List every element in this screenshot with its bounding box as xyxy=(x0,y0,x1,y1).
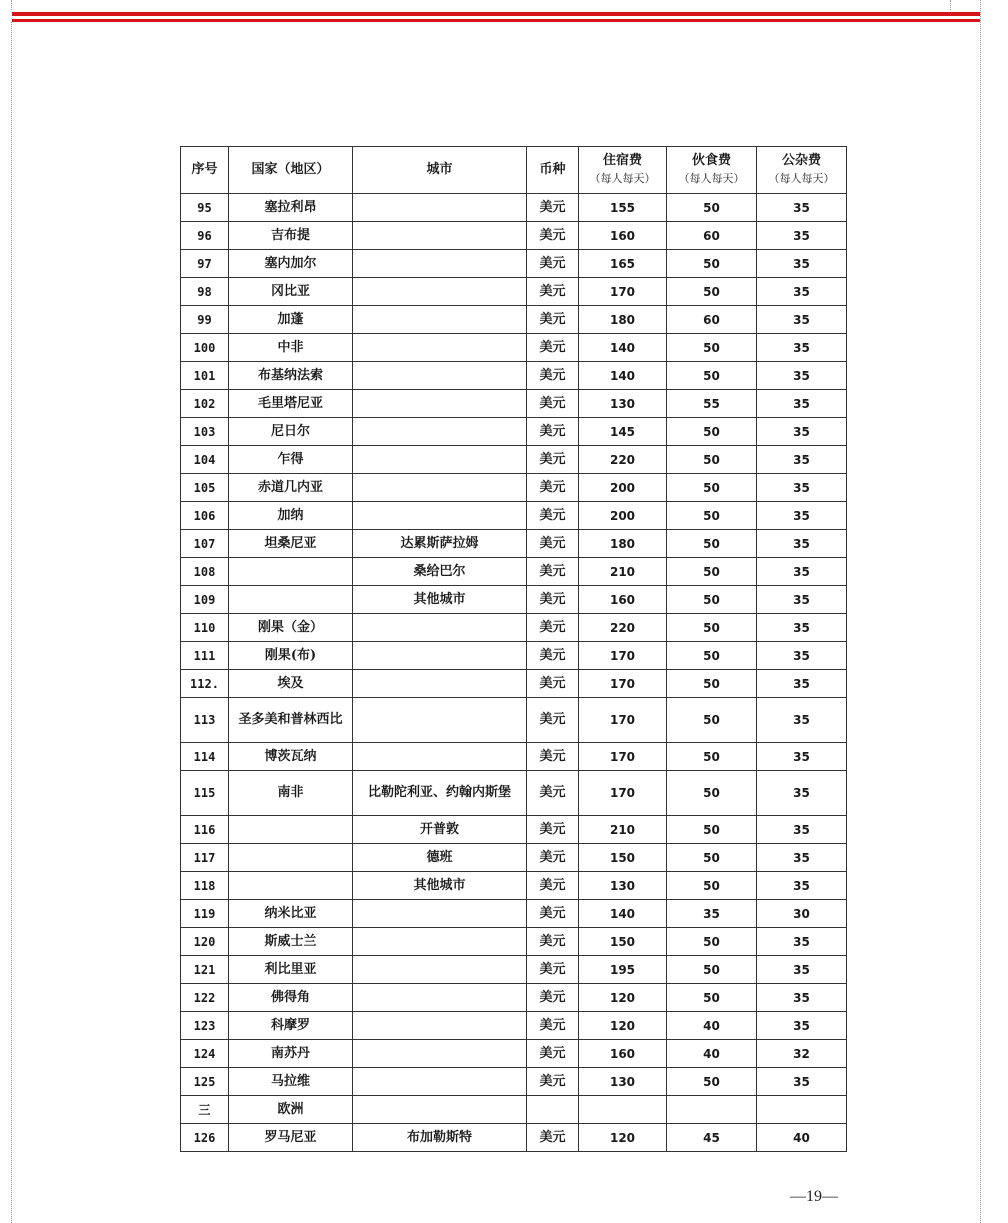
cell-currency: 美元 xyxy=(527,250,579,278)
cell-meals: 50 xyxy=(667,956,757,984)
cell-no: 111 xyxy=(181,642,229,670)
cell-country: 埃及 xyxy=(229,670,353,698)
cell-lodging: 180 xyxy=(579,530,667,558)
cell-lodging: 155 xyxy=(579,194,667,222)
travel-expense-table xyxy=(180,146,847,1152)
cell-currency: 美元 xyxy=(527,530,579,558)
cell-no: 105 xyxy=(181,474,229,502)
cell-misc: 35 xyxy=(757,928,847,956)
cell-meals: 50 xyxy=(667,844,757,872)
header-lodging-label: 住宿费 xyxy=(602,153,642,168)
cell-city xyxy=(353,446,527,474)
cell-misc: 35 xyxy=(757,446,847,474)
cell-meals: 50 xyxy=(667,334,757,362)
cell-misc: 35 xyxy=(757,698,847,743)
cell-lodging: 140 xyxy=(579,362,667,390)
cell-meals xyxy=(667,1096,757,1124)
cell-misc: 35 xyxy=(757,278,847,306)
cell-no: 99 xyxy=(181,306,229,334)
table-row xyxy=(181,956,847,984)
table-row xyxy=(181,558,847,586)
cell-meals: 50 xyxy=(667,558,757,586)
header-red-rule xyxy=(12,12,980,16)
table-header-row xyxy=(181,147,847,194)
cell-lodging: 130 xyxy=(579,390,667,418)
cell-no: 103 xyxy=(181,418,229,446)
cell-currency: 美元 xyxy=(527,1068,579,1096)
table-row xyxy=(181,1124,847,1152)
cell-no: 124 xyxy=(181,1040,229,1068)
cell-currency: 美元 xyxy=(527,474,579,502)
cell-meals: 50 xyxy=(667,446,757,474)
cell-meals: 50 xyxy=(667,586,757,614)
cell-lodging: 160 xyxy=(579,222,667,250)
cell-misc: 35 xyxy=(757,743,847,771)
cell-misc: 35 xyxy=(757,362,847,390)
table-row xyxy=(181,446,847,474)
cell-no: 114 xyxy=(181,743,229,771)
cell-country: 塞拉利昂 xyxy=(229,194,353,222)
cell-meals: 50 xyxy=(667,670,757,698)
cell-city xyxy=(353,928,527,956)
table-row xyxy=(181,872,847,900)
cell-no: 119 xyxy=(181,900,229,928)
page-number: —19— xyxy=(790,1188,838,1205)
cell-no: 108 xyxy=(181,558,229,586)
cell-no: 126 xyxy=(181,1124,229,1152)
cell-misc: 35 xyxy=(757,222,847,250)
header-red-rule-secondary xyxy=(12,19,980,22)
table-row xyxy=(181,900,847,928)
cell-city xyxy=(353,698,527,743)
cell-meals: 50 xyxy=(667,194,757,222)
cell-lodging xyxy=(579,1096,667,1124)
cell-lodging: 195 xyxy=(579,956,667,984)
table-row xyxy=(181,670,847,698)
cell-lodging: 120 xyxy=(579,1124,667,1152)
cell-misc: 35 xyxy=(757,771,847,816)
cell-meals: 50 xyxy=(667,743,757,771)
table-row xyxy=(181,306,847,334)
cell-country xyxy=(229,586,353,614)
cell-misc: 35 xyxy=(757,306,847,334)
cell-city xyxy=(353,670,527,698)
header-misc-sub: （每人每天） xyxy=(768,172,835,185)
cell-currency: 美元 xyxy=(527,1124,579,1152)
cell-city xyxy=(353,502,527,530)
cell-currency: 美元 xyxy=(527,1040,579,1068)
header-meals-label: 伙食费 xyxy=(691,153,731,168)
cell-misc: 35 xyxy=(757,530,847,558)
cell-misc: 35 xyxy=(757,194,847,222)
cell-country: 纳米比亚 xyxy=(229,900,353,928)
cell-currency: 美元 xyxy=(527,278,579,306)
cell-city: 桑给巴尔 xyxy=(353,558,527,586)
cell-city: 比勒陀利亚、约翰内斯堡 xyxy=(353,771,527,816)
cell-country: 坦桑尼亚 xyxy=(229,530,353,558)
cell-country: 毛里塔尼亚 xyxy=(229,390,353,418)
cell-currency: 美元 xyxy=(527,558,579,586)
cell-misc xyxy=(757,1096,847,1124)
cell-meals: 50 xyxy=(667,614,757,642)
cell-country: 欧洲 xyxy=(229,1096,353,1124)
cell-lodging: 140 xyxy=(579,900,667,928)
cell-currency: 美元 xyxy=(527,844,579,872)
cell-city xyxy=(353,306,527,334)
cell-misc: 35 xyxy=(757,250,847,278)
cell-misc: 32 xyxy=(757,1040,847,1068)
header-no: 序号 xyxy=(181,147,229,194)
cell-no: 117 xyxy=(181,844,229,872)
cell-meals: 50 xyxy=(667,502,757,530)
cell-no: 118 xyxy=(181,872,229,900)
cell-currency: 美元 xyxy=(527,872,579,900)
cell-lodging: 200 xyxy=(579,474,667,502)
cell-meals: 50 xyxy=(667,418,757,446)
cell-currency: 美元 xyxy=(527,900,579,928)
cell-lodging: 140 xyxy=(579,334,667,362)
page-edge-top-left xyxy=(11,0,12,10)
cell-misc: 35 xyxy=(757,642,847,670)
cell-meals: 50 xyxy=(667,530,757,558)
cell-city xyxy=(353,334,527,362)
cell-misc: 35 xyxy=(757,670,847,698)
cell-country: 乍得 xyxy=(229,446,353,474)
header-misc xyxy=(757,147,847,194)
cell-no: 102 xyxy=(181,390,229,418)
cell-meals: 50 xyxy=(667,474,757,502)
table-row xyxy=(181,928,847,956)
cell-currency: 美元 xyxy=(527,418,579,446)
cell-misc: 35 xyxy=(757,844,847,872)
header-currency: 币种 xyxy=(527,147,579,194)
cell-no: 125 xyxy=(181,1068,229,1096)
cell-currency xyxy=(527,1096,579,1124)
cell-meals: 50 xyxy=(667,362,757,390)
cell-lodging: 180 xyxy=(579,306,667,334)
cell-city xyxy=(353,194,527,222)
cell-meals: 40 xyxy=(667,1012,757,1040)
cell-currency: 美元 xyxy=(527,586,579,614)
cell-no: 97 xyxy=(181,250,229,278)
cell-currency: 美元 xyxy=(527,698,579,743)
cell-meals: 45 xyxy=(667,1124,757,1152)
cell-no: 113 xyxy=(181,698,229,743)
cell-misc: 35 xyxy=(757,1068,847,1096)
header-lodging xyxy=(579,147,667,194)
cell-city xyxy=(353,956,527,984)
cell-country: 赤道几内亚 xyxy=(229,474,353,502)
cell-lodging: 165 xyxy=(579,250,667,278)
table-row xyxy=(181,502,847,530)
cell-misc: 35 xyxy=(757,816,847,844)
cell-country: 尼日尔 xyxy=(229,418,353,446)
cell-misc: 35 xyxy=(757,984,847,1012)
cell-country: 科摩罗 xyxy=(229,1012,353,1040)
cell-no: 120 xyxy=(181,928,229,956)
cell-no: 122 xyxy=(181,984,229,1012)
cell-no: 109 xyxy=(181,586,229,614)
cell-misc: 35 xyxy=(757,1012,847,1040)
cell-country: 冈比亚 xyxy=(229,278,353,306)
table-row xyxy=(181,1012,847,1040)
cell-lodging: 160 xyxy=(579,1040,667,1068)
cell-city: 其他城市 xyxy=(353,586,527,614)
table-row xyxy=(181,1068,847,1096)
cell-city xyxy=(353,474,527,502)
cell-currency: 美元 xyxy=(527,928,579,956)
header-meals-sub: （每人每天） xyxy=(678,172,745,185)
cell-country: 加纳 xyxy=(229,502,353,530)
cell-currency: 美元 xyxy=(527,194,579,222)
cell-country xyxy=(229,816,353,844)
cell-lodging: 210 xyxy=(579,816,667,844)
cell-country: 中非 xyxy=(229,334,353,362)
cell-currency: 美元 xyxy=(527,614,579,642)
cell-meals: 60 xyxy=(667,222,757,250)
cell-country: 马拉维 xyxy=(229,1068,353,1096)
cell-currency: 美元 xyxy=(527,984,579,1012)
cell-country xyxy=(229,844,353,872)
cell-lodging: 170 xyxy=(579,698,667,743)
cell-country: 圣多美和普林西比 xyxy=(229,698,353,743)
table-row xyxy=(181,474,847,502)
cell-no: 115 xyxy=(181,771,229,816)
cell-lodging: 170 xyxy=(579,642,667,670)
cell-country: 南苏丹 xyxy=(229,1040,353,1068)
cell-city: 德班 xyxy=(353,844,527,872)
cell-no: 三 xyxy=(181,1096,229,1124)
cell-currency: 美元 xyxy=(527,670,579,698)
table-row xyxy=(181,586,847,614)
cell-no: 116 xyxy=(181,816,229,844)
cell-currency: 美元 xyxy=(527,222,579,250)
cell-no: 112. xyxy=(181,670,229,698)
cell-meals: 50 xyxy=(667,698,757,743)
cell-no: 123 xyxy=(181,1012,229,1040)
cell-meals: 35 xyxy=(667,900,757,928)
cell-lodging: 160 xyxy=(579,586,667,614)
table-row xyxy=(181,984,847,1012)
header-city: 城市 xyxy=(353,147,527,194)
cell-currency: 美元 xyxy=(527,816,579,844)
cell-country: 布基纳法索 xyxy=(229,362,353,390)
cell-city xyxy=(353,1040,527,1068)
cell-lodging: 170 xyxy=(579,743,667,771)
table-row xyxy=(181,614,847,642)
cell-no: 101 xyxy=(181,362,229,390)
table-row xyxy=(181,816,847,844)
table-row xyxy=(181,771,847,816)
table-row xyxy=(181,250,847,278)
cell-misc: 35 xyxy=(757,614,847,642)
table-body xyxy=(181,194,847,1152)
cell-city xyxy=(353,418,527,446)
cell-country: 博茨瓦纳 xyxy=(229,743,353,771)
cell-meals: 50 xyxy=(667,1068,757,1096)
cell-no: 100 xyxy=(181,334,229,362)
cell-meals: 60 xyxy=(667,306,757,334)
cell-city xyxy=(353,984,527,1012)
cell-no: 95 xyxy=(181,194,229,222)
table-row xyxy=(181,1096,847,1124)
cell-misc: 35 xyxy=(757,586,847,614)
cell-country xyxy=(229,872,353,900)
cell-country: 刚果（金） xyxy=(229,614,353,642)
header-misc-label: 公杂费 xyxy=(781,153,821,168)
cell-city xyxy=(353,222,527,250)
cell-no: 96 xyxy=(181,222,229,250)
cell-lodging: 200 xyxy=(579,502,667,530)
cell-no: 121 xyxy=(181,956,229,984)
cell-lodging: 170 xyxy=(579,771,667,816)
cell-lodging: 170 xyxy=(579,278,667,306)
cell-currency: 美元 xyxy=(527,362,579,390)
table-row xyxy=(181,390,847,418)
cell-meals: 50 xyxy=(667,872,757,900)
cell-currency: 美元 xyxy=(527,956,579,984)
cell-currency: 美元 xyxy=(527,306,579,334)
cell-misc: 35 xyxy=(757,502,847,530)
cell-no: 106 xyxy=(181,502,229,530)
cell-meals: 50 xyxy=(667,816,757,844)
cell-lodging: 150 xyxy=(579,844,667,872)
page-edge-right xyxy=(980,0,981,1223)
cell-city xyxy=(353,743,527,771)
cell-city xyxy=(353,614,527,642)
header-lodging-sub: （每人每天） xyxy=(589,172,656,185)
table-row xyxy=(181,743,847,771)
cell-city xyxy=(353,1096,527,1124)
cell-lodging: 220 xyxy=(579,614,667,642)
cell-country: 佛得角 xyxy=(229,984,353,1012)
cell-country: 塞内加尔 xyxy=(229,250,353,278)
table-row xyxy=(181,844,847,872)
table-row xyxy=(181,1040,847,1068)
header-country: 国家（地区） xyxy=(229,147,353,194)
cell-currency: 美元 xyxy=(527,1012,579,1040)
cell-meals: 55 xyxy=(667,390,757,418)
cell-meals: 40 xyxy=(667,1040,757,1068)
cell-city xyxy=(353,362,527,390)
cell-city xyxy=(353,1012,527,1040)
cell-misc: 35 xyxy=(757,334,847,362)
cell-currency: 美元 xyxy=(527,642,579,670)
cell-currency: 美元 xyxy=(527,390,579,418)
cell-city xyxy=(353,642,527,670)
cell-misc: 35 xyxy=(757,474,847,502)
cell-currency: 美元 xyxy=(527,334,579,362)
cell-lodging: 150 xyxy=(579,928,667,956)
cell-no: 107 xyxy=(181,530,229,558)
cell-misc: 35 xyxy=(757,872,847,900)
cell-currency: 美元 xyxy=(527,743,579,771)
cell-meals: 50 xyxy=(667,278,757,306)
cell-city xyxy=(353,250,527,278)
cell-meals: 50 xyxy=(667,642,757,670)
cell-currency: 美元 xyxy=(527,771,579,816)
cell-lodging: 145 xyxy=(579,418,667,446)
cell-meals: 50 xyxy=(667,250,757,278)
table-row xyxy=(181,278,847,306)
cell-country: 斯威士兰 xyxy=(229,928,353,956)
cell-country: 罗马尼亚 xyxy=(229,1124,353,1152)
table-row xyxy=(181,222,847,250)
cell-country: 南非 xyxy=(229,771,353,816)
cell-city: 达累斯萨拉姆 xyxy=(353,530,527,558)
cell-city xyxy=(353,390,527,418)
cell-misc: 35 xyxy=(757,558,847,586)
table-row xyxy=(181,334,847,362)
cell-city: 其他城市 xyxy=(353,872,527,900)
cell-country: 利比里亚 xyxy=(229,956,353,984)
cell-misc: 35 xyxy=(757,390,847,418)
page-edge-top-mid xyxy=(950,0,951,10)
cell-misc: 35 xyxy=(757,956,847,984)
cell-city xyxy=(353,278,527,306)
cell-city xyxy=(353,900,527,928)
cell-meals: 50 xyxy=(667,984,757,1012)
table-row xyxy=(181,194,847,222)
cell-currency: 美元 xyxy=(527,446,579,474)
cell-lodging: 170 xyxy=(579,670,667,698)
cell-no: 98 xyxy=(181,278,229,306)
table-row xyxy=(181,418,847,446)
cell-no: 110 xyxy=(181,614,229,642)
cell-city: 布加勒斯特 xyxy=(353,1124,527,1152)
cell-lodging: 210 xyxy=(579,558,667,586)
cell-lodging: 130 xyxy=(579,872,667,900)
cell-meals: 50 xyxy=(667,771,757,816)
cell-country: 吉布提 xyxy=(229,222,353,250)
cell-lodging: 220 xyxy=(579,446,667,474)
cell-meals: 50 xyxy=(667,928,757,956)
cell-misc: 40 xyxy=(757,1124,847,1152)
table-row xyxy=(181,698,847,743)
cell-city: 开普敦 xyxy=(353,816,527,844)
table-row xyxy=(181,362,847,390)
cell-misc: 35 xyxy=(757,418,847,446)
cell-lodging: 120 xyxy=(579,1012,667,1040)
page-edge-left xyxy=(11,22,12,1223)
cell-country xyxy=(229,558,353,586)
cell-country: 刚果(布) xyxy=(229,642,353,670)
table-row xyxy=(181,642,847,670)
cell-misc: 30 xyxy=(757,900,847,928)
header-meals xyxy=(667,147,757,194)
table-row xyxy=(181,530,847,558)
cell-city xyxy=(353,1068,527,1096)
cell-currency: 美元 xyxy=(527,502,579,530)
cell-lodging: 120 xyxy=(579,984,667,1012)
cell-country: 加蓬 xyxy=(229,306,353,334)
cell-lodging: 130 xyxy=(579,1068,667,1096)
cell-no: 104 xyxy=(181,446,229,474)
